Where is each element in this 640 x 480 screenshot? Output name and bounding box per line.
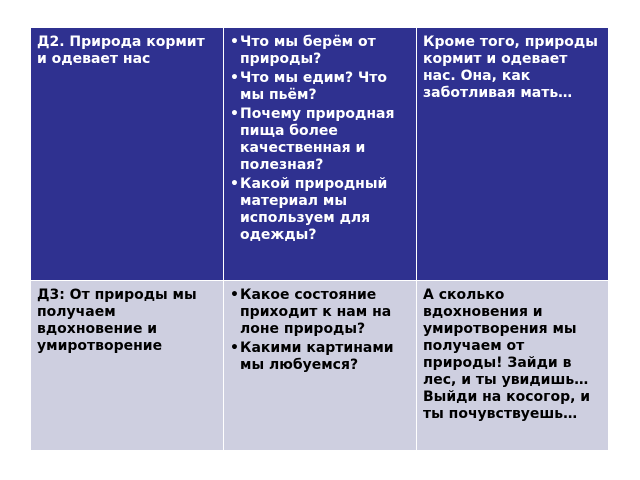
list-item: • Какими картинами мы любуемся? [230,340,394,373]
bullet-icon: • [230,340,239,356]
text-cell-d3 [417,281,609,451]
bullet-icon: • [230,34,239,50]
lesson-table-container [30,27,608,451]
bullet-icon: • [230,70,239,86]
paragraph-text-d2: Кроме того, природы кормит и одевает нас. Она, как заботливая мать… [423,34,598,101]
questions-cell-d3 [224,281,417,451]
questions-cell-d2 [224,28,417,281]
list-item: • Что мы едим? Что мы пьём? [230,70,387,103]
topic-text-d2: Д2. Природа кормит и одевает нас [37,34,205,67]
list-item: • Что мы берём от природы? [230,34,376,67]
questions-list-d2 [230,34,410,244]
bullet-icon: • [230,176,239,192]
bullet-icon: • [230,287,239,303]
topic-cell-d3 [31,281,224,451]
list-item: • Почему природная пища более качественная и полезная? [230,106,395,173]
table-row-d2 [31,28,609,281]
bullet-icon: • [230,106,239,122]
text-cell-d2 [417,28,609,281]
questions-list-d3 [230,287,410,374]
table-row-d3 [31,281,609,451]
list-item: • Какое состояние приходит к нам на лоне природы? [230,287,392,337]
topic-cell-d2 [31,28,224,281]
list-item: • Какой природный материал мы используем для одежды? [230,176,388,243]
topic-text-d3: Д3: От природы мы получаем вдохновение и умиротворение [37,287,197,354]
paragraph-text-d3: А сколько вдохновения и умиротворения мы получаем от природы! Зайди в лес, и ты увидишь… Выйди на косогор, и ты почувствуешь… [423,287,591,422]
lesson-table [30,27,609,451]
